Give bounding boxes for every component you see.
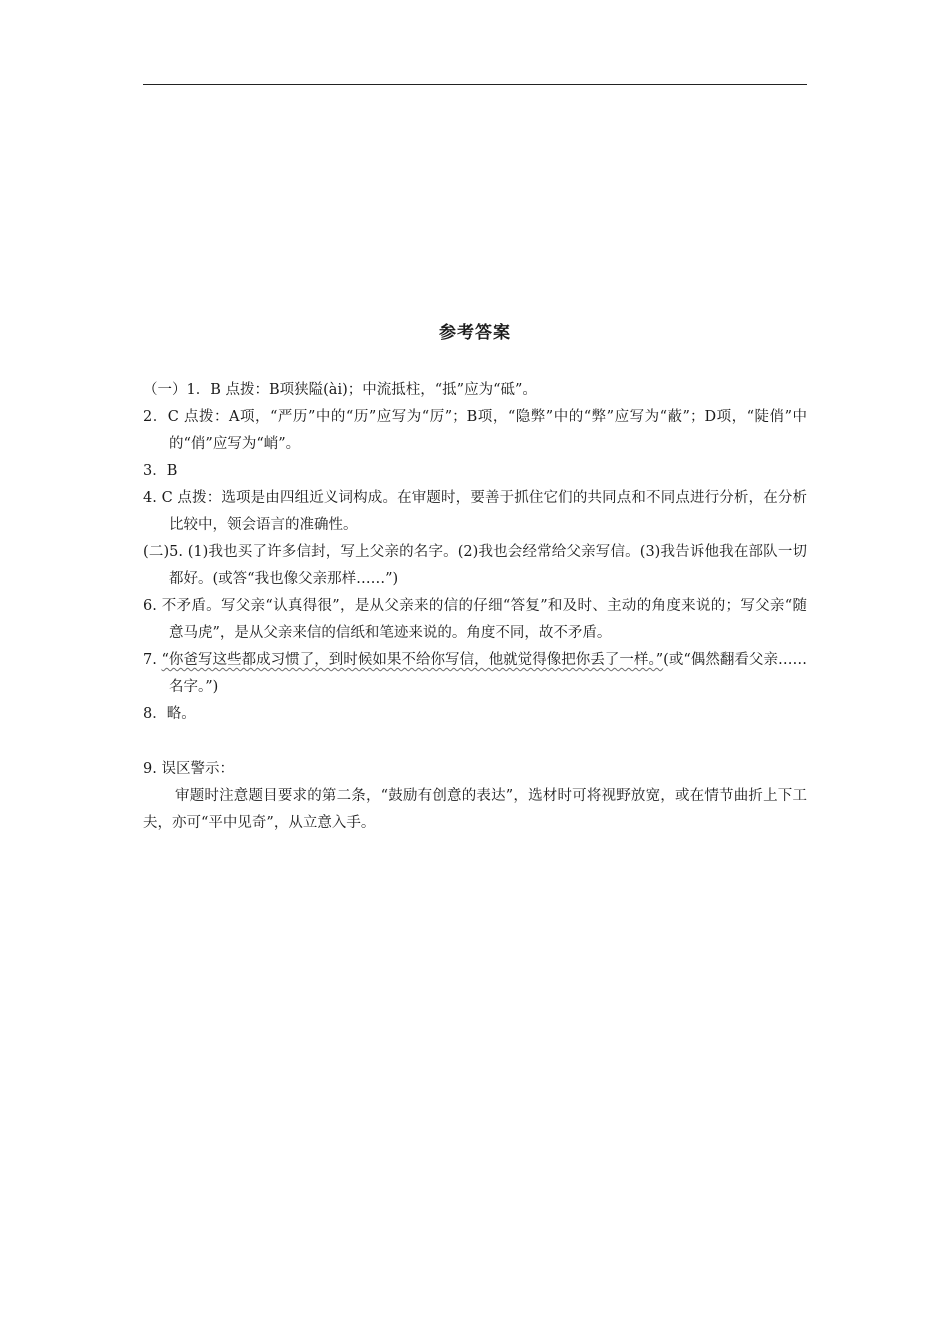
answer-item-8: 8．略。 (143, 706, 196, 722)
answer-item-5: (二)5. (1)我也买了许多信封，写上父亲的名字。(2)我也会经常给父亲写信。(3)我告诉他我在部队一切都好。(或答“我也像父亲那样……”) (143, 544, 807, 587)
pitfall-paragraph: 审题时注意题目要求的第二条，“鼓励有创意的表达”，选材时可将视野放宽，或在情节曲折上下工夫，亦可“平中见奇”，从立意入手。 (143, 788, 807, 831)
answer-item-7-quote: “你爸写这些都成习惯了，到时候如果不给你写信，他就觉得像把你丢了一样。” (161, 652, 664, 668)
answer-item-7 (143, 647, 807, 701)
answer-item-6: 6. 不矛盾。写父亲“认真得很”，是从父亲来的信的仔细“答复”和及时、主动的角度来说的；写父亲“随意马虎”，是从父亲来信的信纸和笔迹来说的。角度不同，故不矛盾。 (143, 598, 807, 641)
header-rule (143, 84, 807, 85)
answer-item-7-number: 7. (143, 652, 162, 668)
pitfall-section (143, 756, 807, 837)
answer-item-2: 2．C 点拨：A项，“严历”中的“历”应写为“厉”；B项，“隐弊”中的“弊”应写为“蔽”；D项，“陡俏”中的“俏”应写为“峭”。 (143, 409, 807, 452)
answer-item-4: 4. C 点拨：选项是由四组近义词构成。在审题时，要善于抓住它们的共同点和不同点进行分析，在分析比较中，领会语言的准确性。 (143, 490, 807, 533)
answer-list (143, 377, 807, 728)
page-title: 参考答案 (439, 323, 511, 343)
answer-item-7-alternative: (或“偶然翻看父亲……名字。”) (169, 652, 807, 695)
answer-item-1: （一）1．B 点拨：B项狭隘(ài)；中流抵柱，“抵”应为“砥”。 (143, 382, 537, 398)
answer-item-3: 3．B (143, 463, 178, 479)
pitfall-heading: 9. 误区警示： (143, 761, 234, 777)
